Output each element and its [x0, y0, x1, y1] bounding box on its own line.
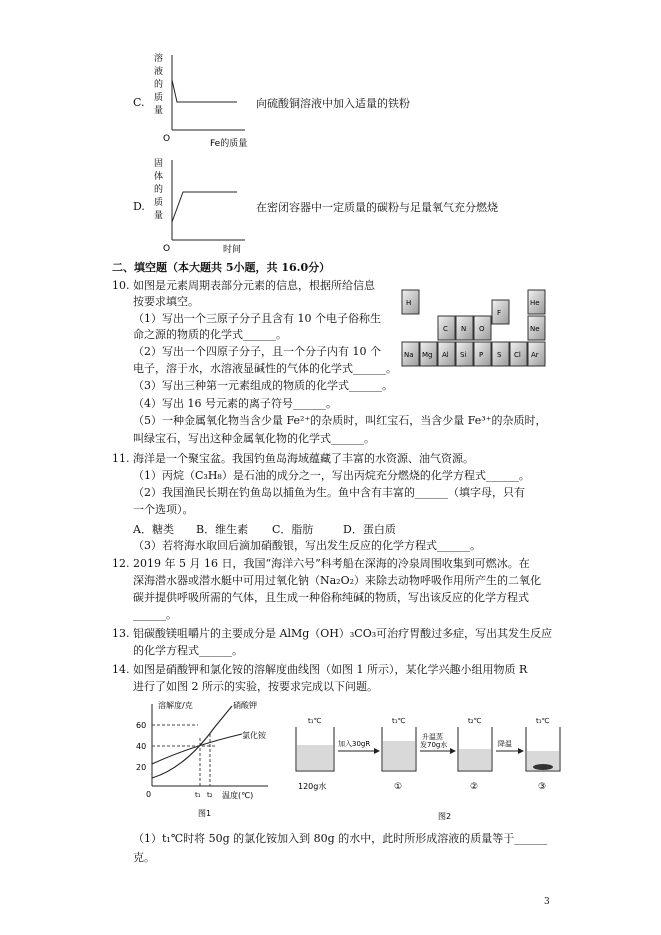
graph-d-xlabel: 时间: [223, 245, 242, 254]
svg-text:O: O: [479, 325, 485, 333]
q11-line-3: 一个选项）。: [133, 503, 194, 516]
fig1-origin: 0: [146, 790, 152, 799]
q12-number: 12.: [112, 557, 130, 570]
fig2-label-3: ③: [538, 782, 547, 792]
fig1-xlabel: 温度(℃): [222, 791, 254, 800]
svg-text:H: H: [406, 299, 412, 307]
fig2-label-2: ②: [470, 782, 479, 792]
q11-option-a: A．糖类: [133, 523, 174, 536]
solubility-chart: [128, 698, 278, 823]
fig2-step3: 降温: [498, 740, 512, 748]
q10-line-5: 电子，溶于水，水溶液显碱性的气体的化学式______。: [133, 362, 397, 375]
q13-number: 13.: [112, 627, 130, 640]
q11-line-last: （3）若将海水取回后滴加硝酸银，写出发生反应的化学方程式______。: [133, 539, 481, 552]
graph-d-chart: [145, 152, 255, 254]
fig2-temp-3: t₁℃: [536, 717, 550, 725]
q10-line-2: （1）写出一个三原子分子且含有 10 个电子俗称生: [133, 312, 381, 325]
q10-line-4: （2）写出一个四原子分子，且一个分子内有 10 个: [133, 345, 381, 358]
graph-c-xlabel: Fe的质量: [210, 139, 248, 149]
fig1-series-kno3: 硝酸钾: [233, 701, 257, 710]
q12-line-1: 深海潜水器或潜水艇中可用过氧化钠（Na₂O₂）来除去动物呼吸作用所产生的二氧化: [133, 574, 542, 587]
fig2-step1: 加入30gR: [338, 740, 371, 748]
q11-option-b: B．维生素: [196, 523, 249, 536]
graph-c-ylabel-3: 质: [154, 93, 164, 103]
element-block-n: [456, 316, 473, 340]
q10-line-0: 如图是元素周期表部分元素的信息，根据所给信息: [133, 279, 375, 292]
q10-line-6: （3）写出三种第一元素组成的物质的化学式______。: [133, 379, 393, 392]
graph-c-chart: [145, 50, 255, 150]
fig2-step2a: 升温蒸: [422, 733, 443, 741]
graph-d-ylabel-2: 的: [154, 185, 164, 195]
q10-line-9: 叫绿宝石，写出这种金属氧化物的化学式______。: [133, 432, 375, 445]
graph-c-ylabel-2: 的: [154, 80, 164, 90]
fig1-caption: 图1: [198, 809, 212, 818]
element-block-si: [456, 342, 473, 366]
fig2-temp-2: t₂℃: [468, 717, 482, 725]
fig1-xtick-t2: t₂: [207, 791, 213, 799]
svg-text:Cl: Cl: [514, 351, 521, 359]
svg-text:C: C: [443, 325, 448, 333]
graph-d-ylabel-1: 体: [154, 172, 164, 182]
svg-text:Ar: Ar: [531, 351, 539, 359]
element-block-c: [438, 316, 455, 340]
fig2-water-label: 120g水: [298, 782, 327, 791]
svg-text:Si: Si: [460, 351, 467, 359]
fig1-xtick-t1: t₁: [195, 791, 201, 799]
element-block-cl: [510, 342, 527, 366]
fig1-ytick-60: 60: [136, 721, 147, 730]
q13-line-0: 铝碳酸镁咀嚼片的主要成分是 AlMg（OH）₃CO₃可治疗胃酸过多症，写出其发生反应: [133, 627, 553, 640]
graph-d-origin: O: [163, 244, 171, 254]
q14-sub1-line-1: 克。: [133, 851, 155, 864]
fig2-caption: 图2: [438, 812, 452, 821]
svg-text:P: P: [479, 351, 484, 359]
element-block-mg: [420, 342, 437, 366]
curve-kno3: [152, 706, 232, 778]
fig2-temp-0: t₁℃: [308, 717, 322, 725]
periodic-table-figure: [400, 280, 550, 380]
fig1-ytick-20: 20: [136, 763, 147, 772]
fig1-ylabel: 溶解度/克: [158, 701, 193, 710]
fig1-series-nh4cl: 氯化铵: [242, 731, 266, 740]
fig2-step2b: 发70g水: [420, 741, 448, 749]
q11-line-2: （2）我国渔民长期在钓鱼岛以捕鱼为生。鱼中含有丰富的______（填字母，只有: [133, 486, 525, 499]
fig2-temp-1: t₁℃: [392, 717, 406, 725]
element-block-f: [492, 300, 509, 324]
graph-c-ylabel-1: 液: [154, 67, 164, 77]
q12-line-3: ______。: [133, 608, 177, 621]
graph-d-ylabel-0: 固: [154, 159, 164, 169]
fig2-label-1: ①: [394, 782, 403, 792]
svg-text:N: N: [461, 325, 467, 333]
q10-line-7: （4）写出 16 号元素的离子符号______。: [133, 397, 337, 410]
svg-text:He: He: [530, 299, 540, 307]
fig1-ytick-40: 40: [136, 742, 147, 751]
element-block-al: [438, 342, 455, 366]
svg-text:S: S: [497, 351, 502, 359]
q10-line-1: 按要求填空。: [133, 295, 199, 308]
q14-line-1: 进行了如图 2 所示的实验，按要求完成以下问题。: [133, 680, 378, 693]
svg-text:Ne: Ne: [530, 325, 540, 333]
q10-line-3: 命之源的物质的化学式______。: [133, 328, 287, 341]
experiment-figure: [290, 705, 565, 825]
svg-text:Na: Na: [404, 351, 414, 359]
svg-text:F: F: [497, 309, 502, 317]
q12-line-0: 2019 年 5 月 16 日，我国“海洋六号”科考船在深海的冷泉周围收集到可燃冰。在: [133, 557, 530, 570]
q11-line-0: 海洋是一个聚宝盆。我国钓鱼岛海域蕴藏了丰富的水资源、油气资源。: [133, 452, 474, 465]
element-block-ar: [528, 342, 545, 366]
q13-line-1: 的化学方程式______。: [133, 644, 243, 657]
svg-text:Mg: Mg: [422, 351, 433, 359]
q14-line-0: 如图是硝酸钾和氯化铵的溶解度曲线图（如图 1 所示），某化学兴趣小组用物质 R: [133, 663, 528, 676]
q11-option-d: D．蛋白质: [343, 523, 396, 536]
graph-d-ylabel-3: 质: [154, 198, 164, 208]
element-block-o: [474, 316, 491, 340]
q10-number: 10.: [112, 279, 130, 292]
element-block-h: [402, 290, 419, 314]
graph-c-origin: O: [163, 134, 171, 144]
section-heading: 二、填空题（本大题共 5小题，共 16.0分）: [112, 261, 331, 274]
graph-d-ylabel-4: 量: [154, 211, 164, 221]
element-block-he: [528, 290, 545, 314]
graph-d-caption: 在密闭容器中一定质量的碳粉与足量氧气充分燃烧: [256, 201, 498, 214]
element-block-na: [402, 342, 419, 366]
q11-line-1: （1）丙烷（C₃H₈）是石油的成分之一，写出丙烷充分燃烧的化学方程式______。: [133, 469, 530, 482]
q14-sub1-line-0: （1）t₁℃时将 50g 的氯化铵加入到 80g 的水中，此时所形成溶液的质量等于______: [133, 832, 548, 845]
q14-number: 14.: [112, 663, 130, 676]
element-block-ne: [528, 316, 545, 340]
element-block-p: [474, 342, 491, 366]
q11-option-c: C．脂肪: [272, 523, 314, 536]
graph-c-ylabel-0: 溶: [154, 54, 164, 64]
option-letter-c: C.: [133, 96, 145, 109]
element-block-s: [492, 342, 509, 366]
svg-text:Al: Al: [442, 351, 449, 359]
q11-number: 11.: [112, 452, 130, 465]
page-number: 3: [544, 897, 550, 907]
graph-c-ylabel-4: 量: [154, 106, 164, 116]
graph-c-caption: 向硫酸铜溶液中加入适量的铁粉: [256, 97, 410, 110]
option-letter-d: D.: [133, 200, 145, 213]
q10-line-8: （5）一种金属氧化物当含少量 Fe²⁺的杂质时，叫红宝石，当含少量 Fe³⁺的杂质时，: [133, 414, 547, 427]
q12-line-2: 碳并提供呼吸所需的气体，且生成一种俗称纯碱的物质，写出该反应的化学方程式: [133, 591, 529, 604]
